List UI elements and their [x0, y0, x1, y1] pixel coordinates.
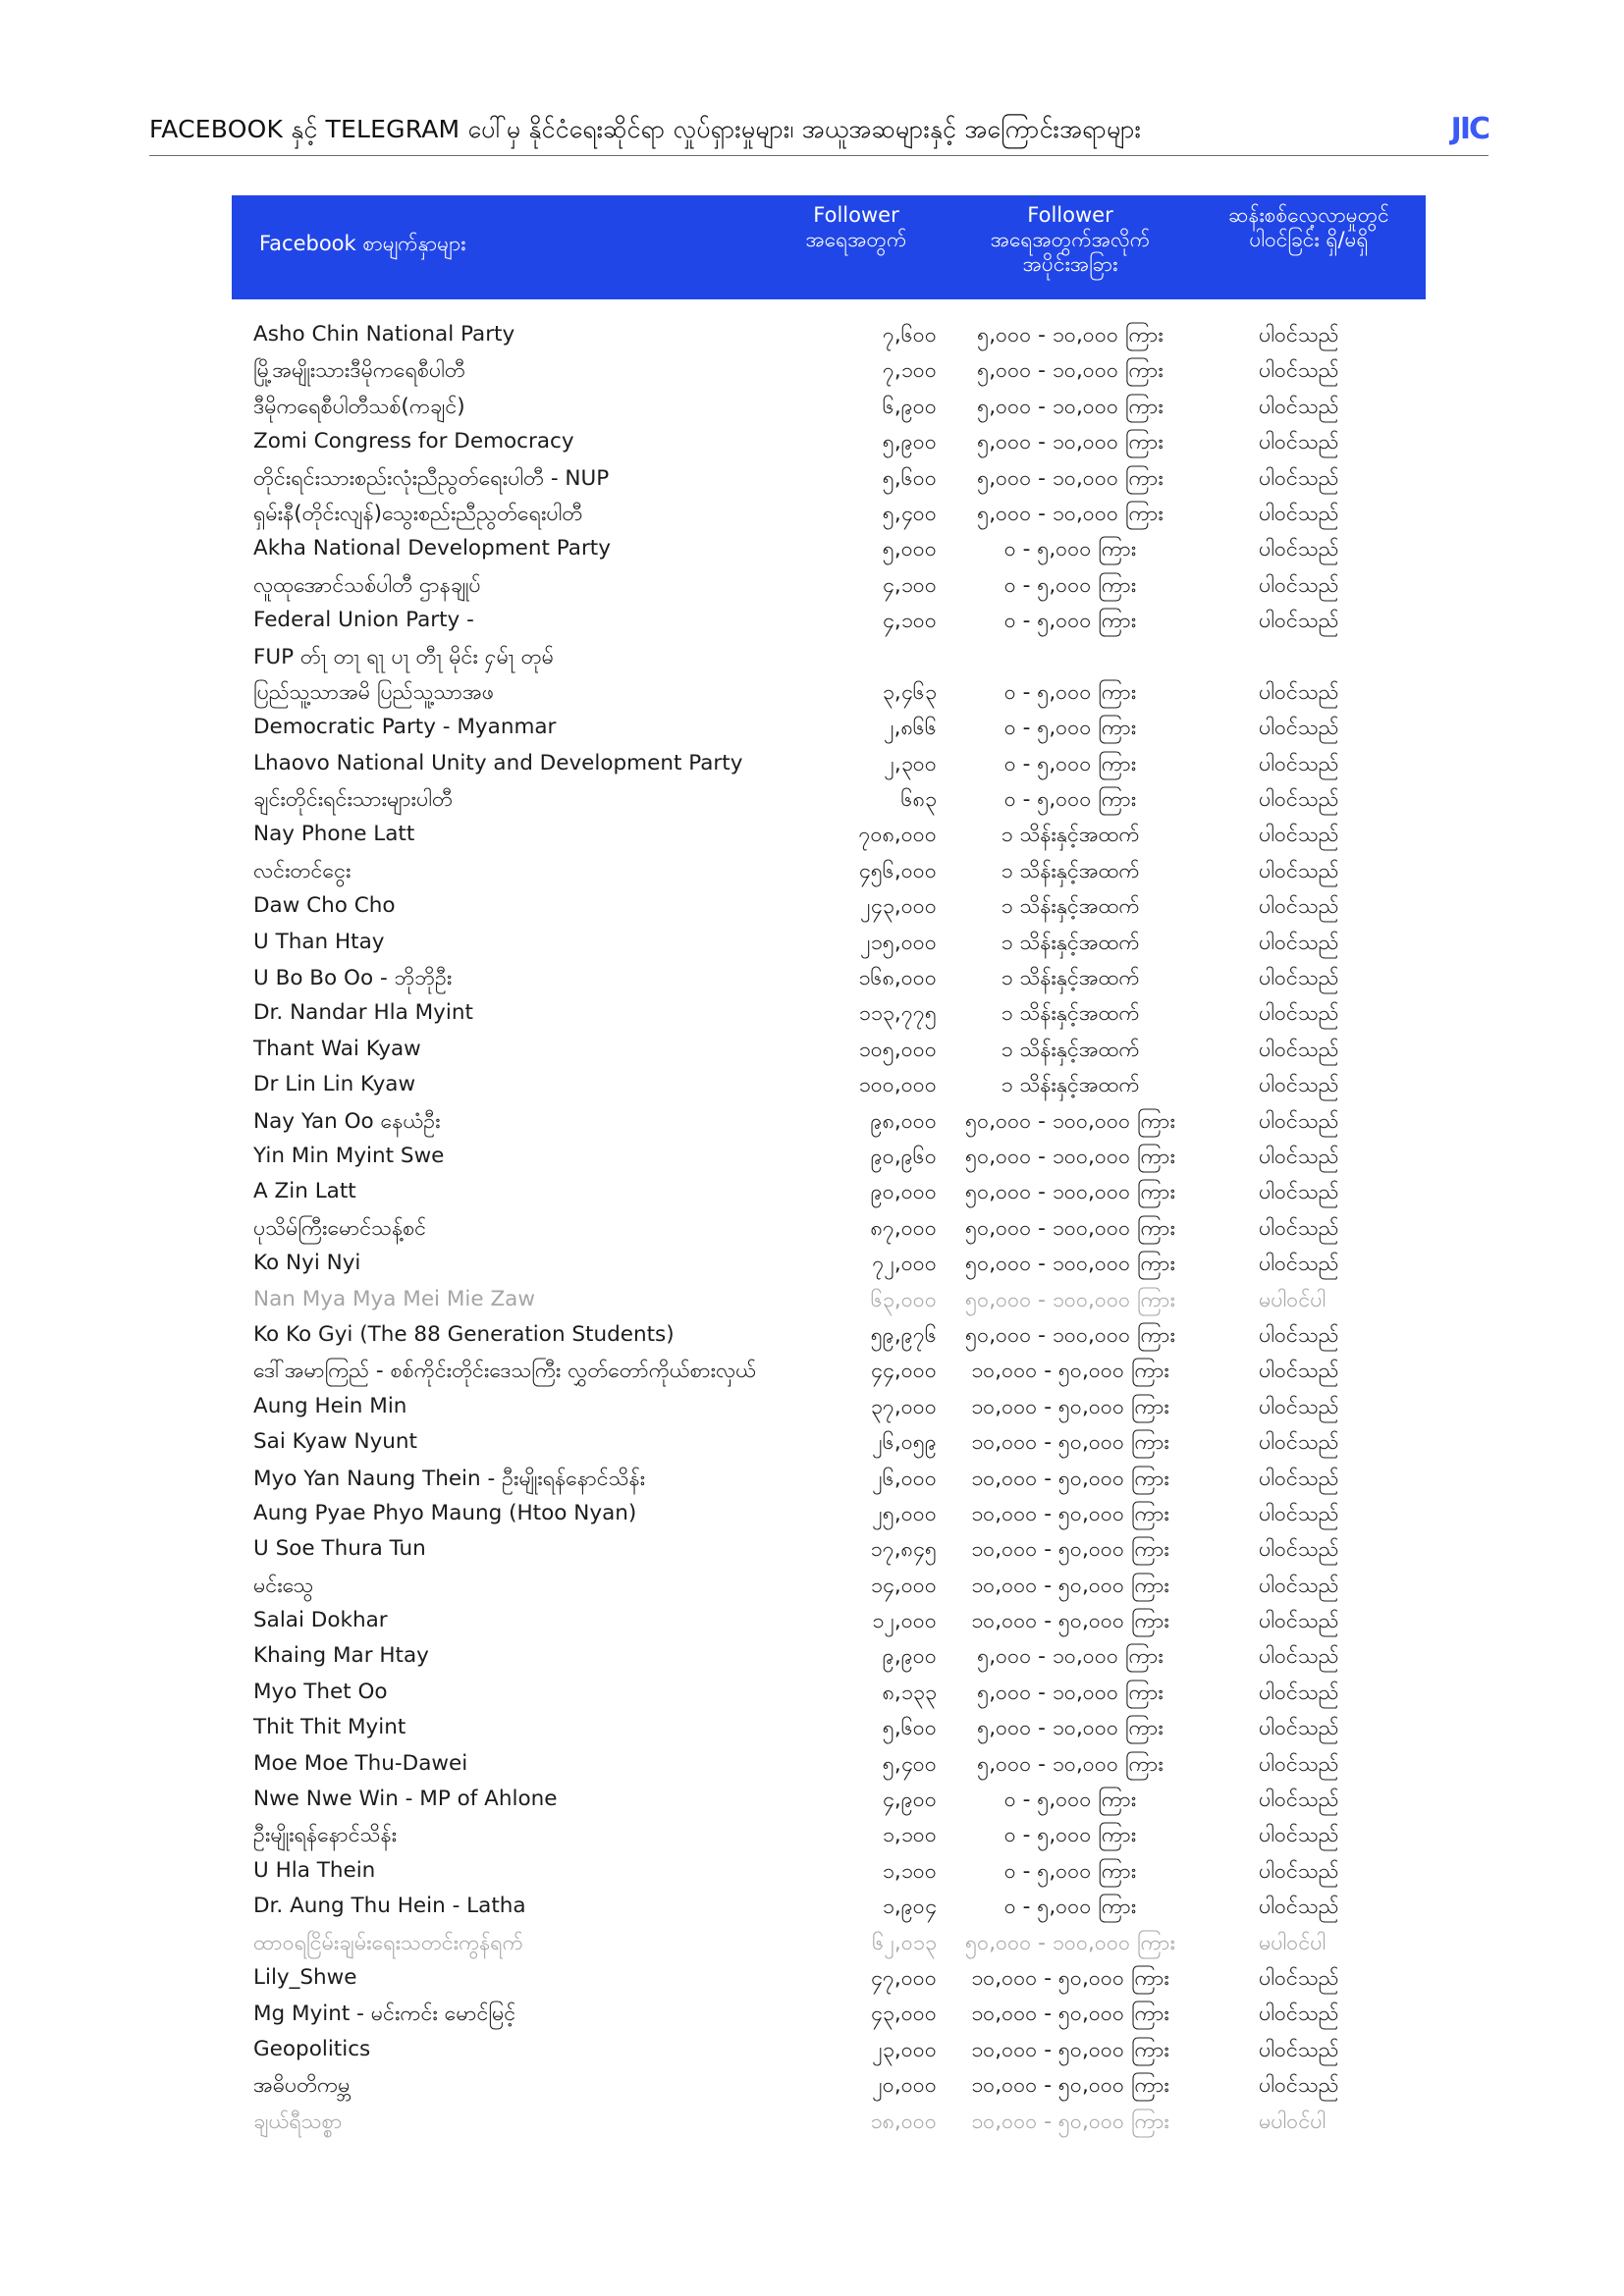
column-header-follower-count-line-1: Follower: [813, 203, 899, 227]
table-row: [232, 1281, 1426, 1316]
table-row: [232, 1888, 1426, 1923]
included-status-cell: ပါဝင်သည်: [1259, 1965, 1339, 1991]
follower-count-cell: ၃၇,၀၀၀: [870, 1394, 937, 1419]
follower-count-cell: ၇၂,၀၀၀: [872, 1252, 937, 1277]
follower-count-cell: ၅,၉၀၀: [882, 430, 937, 455]
page-name-cell: Aung Hein Min: [253, 1393, 407, 1418]
follower-range-cell: ၀ - ၅,၀၀၀ ကြား: [1003, 609, 1137, 634]
follower-range-cell: ၁၀,၀၀၀ - ၅၀,၀၀၀ ကြား: [971, 2002, 1169, 2027]
follower-count-cell: ၂၀,၀၀၀: [872, 2073, 937, 2099]
page-name-cell: Nan Mya Mya Mei Mie Zaw: [253, 1286, 535, 1311]
page-header: [149, 106, 1489, 156]
table-row: [232, 1495, 1426, 1530]
table-row: [232, 1102, 1426, 1138]
page-title: FACEBOOK နှင့် TELEGRAM ပေါ်မှ နိုင်ငံရေးဆိုင်ရာ လှုပ်ရှားမှုများ၊ အယူအဆများနှင့် အကြောင်းအရာများ: [149, 115, 1142, 143]
included-status-cell: ပါဝင်သည်: [1259, 2002, 1339, 2027]
table-row: [232, 1460, 1426, 1495]
table-row: [232, 1352, 1426, 1387]
page-name-cell: Aung Pyae Phyo Maung (Htoo Nyan): [253, 1500, 637, 1525]
table-row: [232, 1316, 1426, 1352]
follower-count-cell: ၉၀,၀၀၀: [870, 1180, 937, 1205]
follower-count-cell: ၁၇,၈၄၅: [870, 1537, 937, 1563]
page-name-cell: ပြည်သူ့သာအမိ ပြည်သူ့သာအဖ: [253, 679, 495, 705]
included-status-cell: ပါဝင်သည်: [1259, 1466, 1339, 1491]
table-row: [232, 994, 1426, 1030]
follower-range-cell: ၀ - ၅,၀၀၀ ကြား: [1003, 716, 1137, 741]
included-status-cell: မပါဝင်ပါ: [1259, 1287, 1326, 1312]
included-status-cell: ပါဝင်သည်: [1259, 1037, 1339, 1062]
column-header-follower-range: [954, 203, 1186, 277]
follower-range-cell: ၁၀,၀၀၀ - ၅၀,၀၀၀ ကြား: [971, 1501, 1169, 1526]
table-row: [232, 709, 1426, 744]
follower-count-cell: ၂၁၅,၀၀၀: [860, 930, 937, 955]
page-name-cell: လူထုအောင်သစ်ပါတီ ဌာနချုပ်: [253, 572, 481, 598]
follower-count-cell: ၄၅၆,၀၀၀: [858, 858, 937, 883]
table-row: [232, 959, 1426, 994]
included-status-cell: ပါဝင်သည်: [1259, 1322, 1339, 1348]
follower-count-cell: ၁,၉၀၄: [882, 1895, 937, 1920]
included-status-cell: ပါဝင်သည်: [1259, 1858, 1339, 1884]
included-status-cell: ပါဝင်သည်: [1259, 1788, 1339, 1813]
page-name-cell: U Bo Bo Oo - ဘိုဘိုဦး: [253, 966, 453, 991]
included-status-cell: ပါဝင်သည်: [1259, 1644, 1339, 1670]
follower-range-cell: ၅၀,၀၀၀ - ၁၀၀,၀၀၀ ကြား: [965, 1322, 1175, 1348]
table-row: [232, 1709, 1426, 1744]
included-status-cell: ပါဝင်သည်: [1259, 358, 1339, 384]
page-name-cell: U Than Htay: [253, 929, 385, 954]
table-row: [232, 2066, 1426, 2102]
table-row: [232, 887, 1426, 923]
page-name-cell: Lhaovo National Unity and Development Party: [253, 750, 743, 775]
table-row: [232, 459, 1426, 495]
follower-count-cell: ၁၀၀,၀၀၀: [858, 1073, 937, 1098]
column-header-follower-count-line-2: အရေအတွက်: [805, 228, 907, 251]
follower-count-cell: ၂၆,၀၀၀: [872, 1466, 937, 1491]
follower-range-cell: ၀ - ၅,၀၀၀ ကြား: [1003, 572, 1137, 598]
table-row: [232, 1602, 1426, 1637]
follower-range-cell: ၅၀,၀၀၀ - ၁၀၀,၀၀၀ ကြား: [965, 1287, 1175, 1312]
page-name-cell: Yin Min Myint Swe: [253, 1143, 445, 1168]
page-name-cell: တိုင်းရင်းသားစည်းလုံးညီညွတ်ရေးပါတီ - NUP: [253, 465, 610, 491]
page-name-cell: ထာဝရငြိမ်းချမ်းရေးသတင်းကွန်ရက်: [253, 1930, 523, 1955]
follower-count-cell: ၅,၆၀၀: [882, 465, 937, 491]
included-status-cell: မပါဝင်ပါ: [1259, 2109, 1326, 2134]
follower-count-cell: ၂,၈၆၆: [884, 716, 937, 741]
table-row: [232, 351, 1426, 387]
follower-count-cell: ၅၉,၉၇၆: [870, 1322, 937, 1348]
page-name-cell: Thit Thit Myint: [253, 1715, 406, 1740]
table-row: [232, 673, 1426, 709]
follower-range-cell: ၀ - ၅,၀၀၀ ကြား: [1003, 787, 1137, 813]
follower-range-cell: ၅,၀၀၀ - ၁၀,၀၀၀ ကြား: [977, 430, 1164, 455]
follower-count-cell: ၂၅,၀၀၀: [872, 1501, 937, 1526]
follower-count-cell: ၂,၃၀၀: [884, 751, 937, 776]
table-row: [232, 1781, 1426, 1816]
page-name-cell: ဒေါ်အမာကြည် - စစ်ကိုင်းတိုင်းဒေသကြီး လွှတ်တော်ကိုယ်စားလှယ်: [253, 1359, 757, 1384]
included-status-cell: ပါဝင်သည်: [1259, 1215, 1339, 1241]
table-row: [232, 852, 1426, 887]
page-name-cell: လင်းတင်ငွေး: [253, 858, 352, 883]
included-status-cell: ပါဝင်သည်: [1259, 609, 1339, 634]
table-row: [232, 566, 1426, 602]
table-row: [232, 1816, 1426, 1851]
page-name-cell: Federal Union Party -: [253, 608, 474, 633]
follower-range-cell: ၁၀,၀၀၀ - ၅၀,၀၀၀ ကြား: [971, 2109, 1169, 2134]
table-row: [232, 1173, 1426, 1208]
follower-range-cell: ၅၀,၀၀၀ - ၁၀၀,၀၀၀ ကြား: [965, 1930, 1175, 1955]
follower-range-cell: ၁ သိန်းနှင့်အထက်: [1001, 1073, 1140, 1098]
follower-range-cell: ၁၀,၀၀၀ - ၅၀,၀၀၀ ကြား: [971, 1537, 1169, 1563]
included-status-cell: ပါဝင်သည်: [1259, 537, 1339, 562]
table-row: [232, 1209, 1426, 1245]
column-header-included: [1200, 203, 1418, 252]
follower-range-cell: ၅,၀၀၀ - ၁၀,၀၀၀ ကြား: [977, 1680, 1164, 1705]
follower-count-cell: ၂၄၃,၀၀၀: [860, 894, 937, 920]
follower-count-cell: ၁၂,၀၀၀: [872, 1609, 937, 1634]
column-header-included-line-2: ပါဝင်ခြင်း ရှိ/မရှိ: [1249, 228, 1369, 251]
table-row: [232, 780, 1426, 816]
table-row: [232, 1852, 1426, 1888]
page-name-cell: Nwe Nwe Win - MP of Ahlone: [253, 1787, 558, 1812]
included-status-cell: ပါဝင်သည်: [1259, 1501, 1339, 1526]
included-status-cell: ပါဝင်သည်: [1259, 1252, 1339, 1277]
page-name-cell: Myo Yan Naung Thein - ဦးမျိုးရန်နောင်သိန်း: [253, 1466, 646, 1491]
table-row: [232, 1745, 1426, 1781]
included-status-cell: ပါဝင်သည်: [1259, 2037, 1339, 2062]
table-row: [232, 816, 1426, 851]
follower-count-cell: ၄၇,၀၀၀: [870, 1965, 937, 1991]
follower-range-cell: ၁ သိန်းနှင့်အထက်: [1001, 1001, 1140, 1027]
included-status-cell: မပါဝင်ပါ: [1259, 1930, 1326, 1955]
follower-count-cell: ၆၃,၀၀၀: [870, 1287, 937, 1312]
page-name-cell: Myo Thet Oo: [253, 1679, 388, 1704]
follower-range-cell: ၁၀,၀၀၀ - ၅၀,၀၀၀ ကြား: [971, 1430, 1169, 1456]
follower-range-cell: ၁၀,၀၀၀ - ၅၀,၀၀၀ ကြား: [971, 1965, 1169, 1991]
column-header-follower-range-line-3: အပိုင်းအခြား: [1022, 252, 1118, 276]
table-row: [232, 423, 1426, 458]
included-status-cell: ပါဝင်သည်: [1259, 501, 1339, 526]
page-name-cell: Ko Ko Gyi (The 88 Generation Students): [253, 1321, 675, 1347]
table-row: [232, 602, 1426, 637]
follower-range-cell: ၅၀,၀၀၀ - ၁၀၀,၀၀၀ ကြား: [965, 1108, 1175, 1134]
page-name-cell: Dr. Aung Thu Hein - Latha: [253, 1894, 526, 1919]
follower-count-cell: ၁,၁၀၀: [882, 1823, 937, 1848]
page-name-cell: အဓိပတိကမ္ဘ: [253, 2073, 351, 2099]
jic-logo: JIC: [1450, 112, 1489, 146]
follower-range-cell: ၅၀,၀၀၀ - ၁၀၀,၀၀၀ ကြား: [965, 1215, 1175, 1241]
follower-count-cell: ၁၄,၀၀၀: [870, 1573, 937, 1598]
follower-count-cell: ၉၈,၀၀၀: [870, 1108, 937, 1134]
included-status-cell: ပါဝင်သည်: [1259, 1180, 1339, 1205]
included-status-cell: ပါဝင်သည်: [1259, 1895, 1339, 1920]
page-name-cell: Lily_Shwe: [253, 1964, 357, 1990]
included-status-cell: ပါဝင်သည်: [1259, 751, 1339, 776]
page-name-cell: ပုသိမ်ကြီးမောင်သန့်စင်: [253, 1215, 427, 1241]
included-status-cell: ပါဝင်သည်: [1259, 930, 1339, 955]
included-status-cell: ပါဝင်သည်: [1259, 465, 1339, 491]
follower-range-cell: ၅၀,၀၀၀ - ၁၀၀,၀၀၀ ကြား: [965, 1144, 1175, 1169]
column-header-follower-count: [778, 203, 935, 252]
included-status-cell: ပါဝင်သည်: [1259, 894, 1339, 920]
included-status-cell: ပါဝင်သည်: [1259, 716, 1339, 741]
follower-range-cell: ၁ သိန်းနှင့်အထက်: [1001, 930, 1140, 955]
follower-range-cell: ၁ သိန်းနှင့်အထက်: [1001, 966, 1140, 991]
table-row: [232, 495, 1426, 530]
page-name-cell: ဦးမျိုးရန်နောင်သိန်း: [253, 1823, 398, 1848]
table-row: [232, 1995, 1426, 2030]
included-status-cell: ပါဝင်သည်: [1259, 1001, 1339, 1027]
included-status-cell: ပါဝင်သည်: [1259, 679, 1339, 705]
table-row: [232, 1245, 1426, 1280]
included-status-cell: ပါဝင်သည်: [1259, 1144, 1339, 1169]
table-row: [232, 530, 1426, 565]
included-status-cell: ပါဝင်သည်: [1259, 430, 1339, 455]
page-name-cell: Dr. Nandar Hla Myint: [253, 1000, 473, 1026]
follower-range-cell: ၅,၀၀၀ - ၁၀,၀၀၀ ကြား: [977, 1716, 1164, 1741]
column-header-pages: Facebook စာမျက်နှာများ: [259, 232, 466, 255]
page-name-cell: FUP တ်ႃ တႃ ရႃ ပႃ တီႃ မိုင်း ႁမ်ႃ တုမ်: [253, 644, 554, 669]
page-name-cell: Ko Nyi Nyi: [253, 1251, 361, 1276]
follower-count-cell: ၇,၆၀၀: [882, 323, 937, 347]
follower-count-cell: ၁၀၅,၀၀၀: [858, 1037, 937, 1062]
included-status-cell: ပါဝင်သည်: [1259, 1573, 1339, 1598]
page-name-cell: U Soe Thura Tun: [253, 1536, 426, 1562]
table-row: [232, 1031, 1426, 1066]
follower-range-cell: ၀ - ၅,၀၀၀ ကြား: [1003, 1858, 1137, 1884]
table-row: [232, 638, 1426, 673]
page-name-cell: Geopolitics: [253, 2036, 371, 2061]
included-status-cell: ပါဝင်သည်: [1259, 1073, 1339, 1098]
follower-range-cell: ၁ သိန်းနှင့်အထက်: [1001, 894, 1140, 920]
page-name-cell: Daw Cho Cho: [253, 893, 396, 919]
follower-count-cell: ၁,၁၀၀: [882, 1858, 937, 1884]
included-status-cell: ပါဝင်သည်: [1259, 1359, 1339, 1384]
page-name-cell: U Hla Thein: [253, 1857, 376, 1883]
table-row: [232, 1530, 1426, 1566]
table-body: [232, 316, 1426, 2138]
follower-count-cell: ၄,၉၀၀: [882, 1788, 937, 1813]
follower-range-cell: ၀ - ၅,၀၀၀ ကြား: [1003, 751, 1137, 776]
follower-count-cell: ၈,၁၃၃: [882, 1680, 937, 1705]
follower-range-cell: ၅,၀၀၀ - ၁၀,၀၀၀ ကြား: [977, 394, 1164, 419]
table-header: [232, 195, 1426, 299]
follower-range-cell: ၁ သိန်းနှင့်အထက်: [1001, 1037, 1140, 1062]
follower-count-cell: ၁၈,၀၀၀: [870, 2109, 937, 2134]
table-row: [232, 1959, 1426, 1995]
included-status-cell: ပါဝင်သည်: [1259, 394, 1339, 419]
follower-count-cell: ၄,၁၀၀: [882, 609, 937, 634]
page-name-cell: ချယ်ရီသစ္စာ: [253, 2109, 343, 2134]
table-row: [232, 1423, 1426, 1459]
follower-count-cell: ၁၁၃,၇၇၅: [858, 1001, 937, 1027]
page-name-cell: Asho Chin National Party: [253, 322, 515, 347]
page-name-cell: Nay Yan Oo နေယံဦး: [253, 1108, 441, 1134]
follower-range-cell: ၁၀,၀၀၀ - ၅၀,၀၀၀ ကြား: [971, 2037, 1169, 2062]
follower-count-cell: ၅,၄၀၀: [882, 501, 937, 526]
table-row: [232, 1066, 1426, 1101]
follower-count-cell: ၂၆,၀၅၉: [872, 1430, 937, 1456]
follower-range-cell: ၁၀,၀၀၀ - ၅၀,၀၀၀ ကြား: [971, 1573, 1169, 1598]
follower-count-cell: ၁၆၈,၀၀၀: [858, 966, 937, 991]
follower-range-cell: ၁၀,၀၀၀ - ၅၀,၀၀၀ ကြား: [971, 1394, 1169, 1419]
table-row: [232, 2103, 1426, 2138]
page-name-cell: မြို့အမျိုးသားဒီမိုကရေစီပါတီ: [253, 358, 465, 384]
included-status-cell: ပါဝင်သည်: [1259, 1537, 1339, 1563]
follower-range-cell: ၀ - ၅,၀၀၀ ကြား: [1003, 1823, 1137, 1848]
page-name-cell: Democratic Party - Myanmar: [253, 715, 557, 740]
table-row: [232, 2031, 1426, 2066]
follower-range-cell: ၅,၀၀၀ - ၁၀,၀၀၀ ကြား: [977, 323, 1164, 347]
included-status-cell: ပါဝင်သည်: [1259, 572, 1339, 598]
page-name-cell: ရှမ်းနီ(တိုင်းလျန်)သွေးစည်းညီညွတ်ရေးပါတီ: [253, 501, 583, 526]
table-row: [232, 316, 1426, 351]
follower-range-cell: ၅,၀၀၀ - ၁၀,၀၀၀ ကြား: [977, 1644, 1164, 1670]
included-status-cell: ပါဝင်သည်: [1259, 787, 1339, 813]
table-row: [232, 924, 1426, 959]
included-status-cell: ပါဝင်သည်: [1259, 823, 1339, 848]
table-row: [232, 1388, 1426, 1423]
table-row: [232, 1138, 1426, 1173]
included-status-cell: ပါဝင်သည်: [1259, 966, 1339, 991]
follower-count-cell: ၂၃,၀၀၀: [872, 2037, 937, 2062]
page-name-cell: Zomi Congress for Democracy: [253, 429, 574, 454]
included-status-cell: ပါဝင်သည်: [1259, 1823, 1339, 1848]
follower-range-cell: ၁၀,၀၀၀ - ၅၀,၀၀၀ ကြား: [971, 1609, 1169, 1634]
table-row: [232, 1637, 1426, 1673]
included-status-cell: ပါဝင်သည်: [1259, 1394, 1339, 1419]
follower-range-cell: ၅,၀၀၀ - ၁၀,၀၀၀ ကြား: [977, 501, 1164, 526]
follower-count-cell: ၉,၉၀၀: [882, 1644, 937, 1670]
included-status-cell: ပါဝင်သည်: [1259, 2073, 1339, 2099]
column-header-follower-range-line-1: Follower: [1027, 203, 1113, 227]
page-name-cell: ဒီမိုကရေစီပါတီသစ်(ကချင်): [253, 394, 465, 419]
page-name-cell: Thant Wai Kyaw: [253, 1036, 421, 1061]
page-name-cell: Dr Lin Lin Kyaw: [253, 1072, 416, 1097]
follower-count-cell: ၈၇,၀၀၀: [870, 1215, 937, 1241]
follower-count-cell: ၆၂,၀၁၃: [872, 1930, 937, 1955]
page-name-cell: Akha National Development Party: [253, 536, 611, 561]
follower-range-cell: ၁၀,၀၀၀ - ၅၀,၀၀၀ ကြား: [971, 2073, 1169, 2099]
follower-range-cell: ၁ သိန်းနှင့်အထက်: [1001, 823, 1140, 848]
follower-count-cell: ၇,၁၀၀: [882, 358, 937, 384]
follower-count-cell: ၆,၉၀၀: [882, 394, 937, 419]
follower-range-cell: ၀ - ၅,၀၀၀ ကြား: [1003, 1895, 1137, 1920]
follower-range-cell: ၁၀,၀၀၀ - ၅၀,၀၀၀ ကြား: [971, 1359, 1169, 1384]
page-name-cell: Salai Dokhar: [253, 1608, 388, 1633]
page-name-cell: Moe Moe Thu-Dawei: [253, 1750, 468, 1776]
included-status-cell: ပါဝင်သည်: [1259, 1716, 1339, 1741]
follower-range-cell: ၅,၀၀၀ - ၁၀,၀၀၀ ကြား: [977, 465, 1164, 491]
table-row: [232, 1567, 1426, 1602]
follower-count-cell: ၇၀၈,၀၀၀: [858, 823, 937, 848]
page-name-cell: မင်းသွေ: [253, 1573, 314, 1598]
follower-count-cell: ၃,၄၆၃: [882, 679, 937, 705]
follower-range-cell: ၁၀,၀၀၀ - ၅၀,၀၀၀ ကြား: [971, 1466, 1169, 1491]
follower-count-cell: ၉၀,၉၆၀: [870, 1144, 937, 1169]
page-name-cell: A Zin Latt: [253, 1179, 356, 1204]
included-status-cell: ပါဝင်သည်: [1259, 1609, 1339, 1634]
included-status-cell: ပါဝင်သည်: [1259, 858, 1339, 883]
follower-count-cell: ၅,၀၀၀: [882, 537, 937, 562]
follower-range-cell: ၀ - ၅,၀၀၀ ကြား: [1003, 537, 1137, 562]
page-name-cell: ချင်းတိုင်းရင်းသားများပါတီ: [253, 787, 453, 813]
included-status-cell: ပါဝင်သည်: [1259, 1751, 1339, 1777]
table-row: [232, 745, 1426, 780]
included-status-cell: ပါဝင်သည်: [1259, 323, 1339, 347]
follower-range-cell: ၀ - ၅,၀၀၀ ကြား: [1003, 679, 1137, 705]
page-name-cell: Mg Myint - မင်းကင်း မောင်မြင့်: [253, 2002, 516, 2027]
follower-count-cell: ၄၄,၀၀၀: [870, 1359, 937, 1384]
table-row: [232, 388, 1426, 423]
included-status-cell: ပါဝင်သည်: [1259, 1430, 1339, 1456]
follower-count-cell: ၆၈၃: [900, 787, 937, 813]
column-header-included-line-1: ဆန်းစစ်လေ့လာမှုတွင်: [1228, 203, 1389, 227]
follower-range-cell: ၅,၀၀၀ - ၁၀,၀၀၀ ကြား: [977, 1751, 1164, 1777]
table-row: [232, 1674, 1426, 1709]
follower-range-cell: ၅၀,၀၀၀ - ၁၀၀,၀၀၀ ကြား: [965, 1252, 1175, 1277]
table-row: [232, 1924, 1426, 1959]
page-name-cell: Khaing Mar Htay: [253, 1643, 429, 1669]
follower-range-cell: ၅,၀၀၀ - ၁၀,၀၀၀ ကြား: [977, 358, 1164, 384]
page-name-cell: Sai Kyaw Nyunt: [253, 1429, 417, 1455]
follower-range-cell: ၅၀,၀၀၀ - ၁၀၀,၀၀၀ ကြား: [965, 1180, 1175, 1205]
follower-range-cell: ၀ - ၅,၀၀၀ ကြား: [1003, 1788, 1137, 1813]
follower-count-cell: ၄,၁၀၀: [882, 572, 937, 598]
page-name-cell: Nay Phone Latt: [253, 822, 415, 847]
follower-count-cell: ၅,၄၀၀: [882, 1751, 937, 1777]
included-status-cell: ပါဝင်သည်: [1259, 1680, 1339, 1705]
follower-range-cell: ၁ သိန်းနှင့်အထက်: [1001, 858, 1140, 883]
follower-count-cell: ၄၃,၀၀၀: [870, 2002, 937, 2027]
follower-count-cell: ၅,၆၀၀: [882, 1716, 937, 1741]
included-status-cell: ပါဝင်သည်: [1259, 1108, 1339, 1134]
column-header-follower-range-line-2: အရေအတွက်အလိုက်: [990, 228, 1151, 251]
